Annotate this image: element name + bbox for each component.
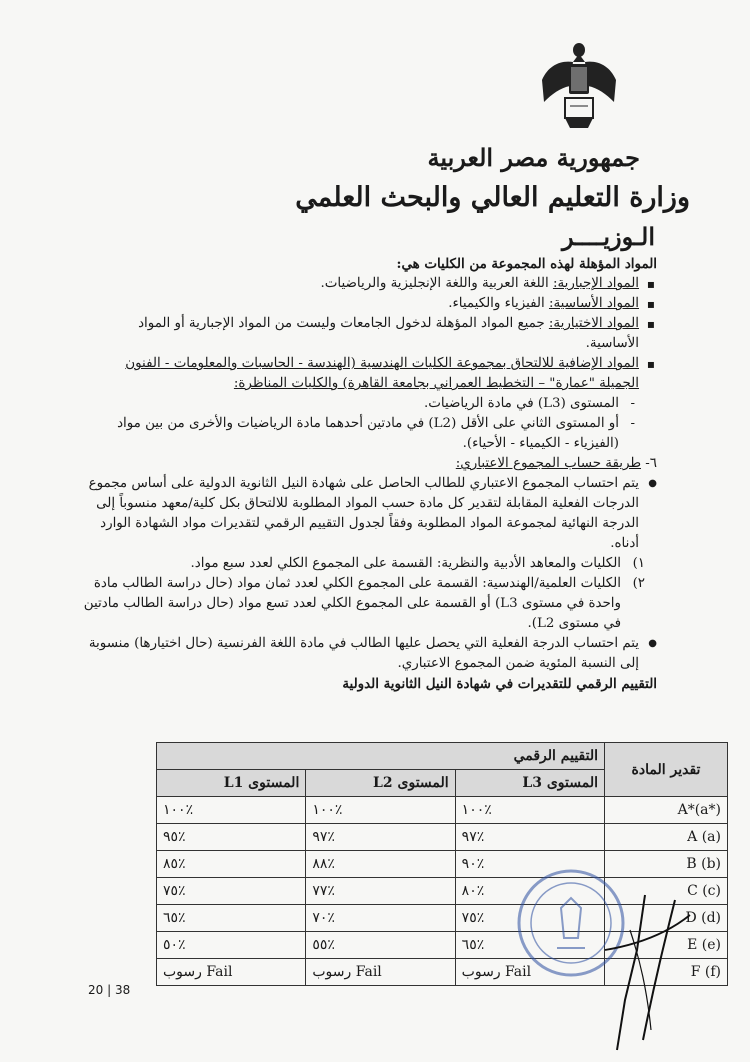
- grade-cell: A (a): [605, 824, 728, 851]
- bullet-additional: ▪ المواد الإضافية للالتحاق بمجموعة الكليات الهندسية (الهندسة - الحاسبات والمعلومات - الفنون الجميلة "عمارة" – التخطيط العمراني بجامعة القاهرة) والكليات المناظرة:: [82, 354, 657, 394]
- value-cell: ٪٩٧: [306, 824, 455, 851]
- numbered-item-literary: ١) الكليات والمعاهد الأدبية والنظرية: القسمة على المجموع الكلي لعدد سبع مواد.: [190, 556, 645, 571]
- value-cell: ٪٦٥: [455, 932, 604, 959]
- value-cell: ٪٦٥: [157, 905, 306, 932]
- value-cell: ٪٨٠: [455, 878, 604, 905]
- value-cell: ٪٥٠: [157, 932, 306, 959]
- value-cell: ٪٩٧: [455, 824, 604, 851]
- value-cell: ٪١٠٠: [306, 797, 455, 824]
- header-minister: الـوزيــــر: [561, 222, 655, 251]
- value-cell: Fail رسوب: [455, 959, 604, 986]
- bullet-basic: ▪ المواد الأساسية: الفيزياء والكيمياء.: [82, 294, 657, 314]
- value-cell: ٪١٠٠: [157, 797, 306, 824]
- value-cell: ٪٧٧: [306, 878, 455, 905]
- table-title: التقييم الرقمي للتقديرات في شهادة النيل الثانوية الدولية: [342, 676, 657, 692]
- value-cell: ٪٨٨: [306, 851, 455, 878]
- grade-cell: A*(a*): [605, 797, 728, 824]
- value-cell: ٪١٠٠: [455, 797, 604, 824]
- grade-column-header: تقدير المادة: [605, 743, 728, 797]
- table-row: [157, 824, 728, 851]
- paragraph-calculation: ● يتم احتساب المجموع الاعتباري للطالب الحاصل على شهادة النيل الثانوية الدولية على أساس مجموع الدرجات الفعلية المقابلة لتقدير كل مادة حسب المواد المطلوبة للالتحاق بكل كلية/معهد منسوباً إلى الدرجة النهائية لمجموعة المواد المطلوبة وفقاً لجدول التقييم الرقمي لتقديرات مواد الشهادة الوارد أدناه.: [82, 474, 657, 554]
- grade-cell: F (f): [605, 959, 728, 986]
- document-body: [82, 254, 657, 694]
- bullet-elective: ▪ المواد الاختيارية: جميع المواد المؤهلة لدخول الجامعات وليست من المواد الإجبارية أو المواد الأساسية.: [82, 314, 657, 354]
- value-cell: ٪٩٠: [455, 851, 604, 878]
- value-cell: Fail رسوب: [157, 959, 306, 986]
- eagle-emblem-icon: [540, 40, 618, 132]
- numbered-item-scientific: ٢) الكليات العلمية/الهندسية: القسمة على المجموع الكلي لعدد ثمان مواد (حال دراسة الطالب مادة واحدة في مستوى L3) أو القسمة على المجموع الكلي لعدد تسع مواد (حال دراسة الطالب مادتين في مستوى L2).: [83, 576, 645, 631]
- header-ministry: وزارة التعليم العالي والبحث العلمي: [295, 182, 690, 213]
- bullet-mandatory: ▪ المواد الإجبارية: اللغة العربية واللغة الإنجليزية والرياضيات.: [82, 274, 657, 294]
- paragraph-french: ● يتم احتساب الدرجة الفعلية التي يحصل عليها الطالب في مادة اللغة الفرنسية (حال اختيارها) منسوبة إلى النسبة المئوية ضمن المجموع الاعتباري.: [82, 634, 657, 674]
- signature-icon: [585, 890, 695, 1055]
- table-row: [157, 851, 728, 878]
- digital-grading-header: التقييم الرقمي: [157, 743, 605, 770]
- table-row: [157, 797, 728, 824]
- value-cell: ٪٥٥: [306, 932, 455, 959]
- intro-heading: المواد المؤهلة لهذه المجموعة من الكليات هي:: [396, 256, 657, 272]
- value-cell: ٪٩٥: [157, 824, 306, 851]
- level-l1-header: المستوى L1: [157, 770, 306, 797]
- level-l3-header: المستوى L3: [455, 770, 604, 797]
- section-6-heading: ٦- طريقة حساب المجموع الاعتباري:: [455, 456, 657, 471]
- dash-item-l2: - أو المستوى الثاني على الأقل (L2) في مادتين أحدهما مادة الرياضيات والأخرى من بين مواد (الفيزياء - الكيمياء - الأحياء).: [82, 414, 657, 454]
- value-cell: ٪٨٥: [157, 851, 306, 878]
- value-cell: ٪٧٠: [306, 905, 455, 932]
- grade-cell: D (d): [605, 905, 728, 932]
- dash-item-l3: - المستوى (L3) في مادة الرياضيات.: [82, 394, 657, 414]
- grade-cell: B (b): [605, 851, 728, 878]
- value-cell: ٪٧٥: [157, 878, 306, 905]
- value-cell: ٪٧٥: [455, 905, 604, 932]
- header-country: جمهورية مصر العربية: [427, 143, 640, 172]
- value-cell: Fail رسوب: [306, 959, 455, 986]
- grade-cell: C (c): [605, 878, 728, 905]
- page-number: 20 | 38: [88, 983, 131, 997]
- level-l2-header: المستوى L2: [306, 770, 455, 797]
- grade-cell: E (e): [605, 932, 728, 959]
